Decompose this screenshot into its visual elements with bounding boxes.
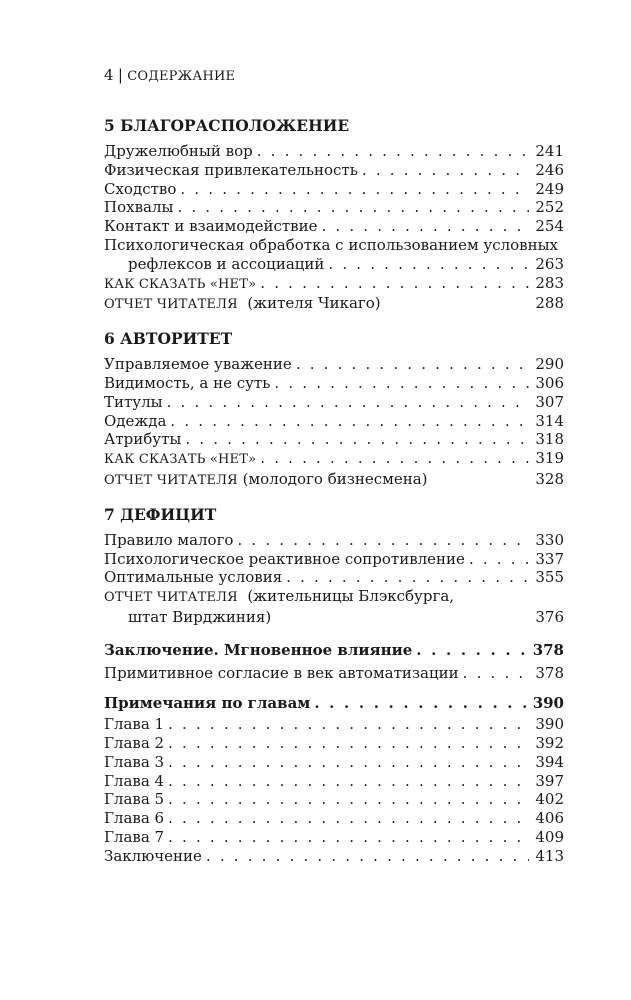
entry-title: Сходство — [104, 179, 177, 198]
page-number: 4 — [104, 66, 114, 84]
toc-entry[interactable] — [104, 294, 564, 315]
toc-entry[interactable] — [104, 828, 564, 847]
leader-dots — [257, 142, 530, 161]
toc-entry[interactable] — [104, 449, 564, 470]
chapter-7 — [104, 505, 564, 627]
entry-page: 328 — [535, 469, 564, 488]
entry-page: 306 — [535, 373, 564, 392]
section-page: 378 — [532, 640, 564, 659]
toc-entry[interactable] — [104, 198, 564, 217]
leader-dots — [177, 198, 529, 217]
running-head-title: СОДЕРЖАНИЕ — [127, 69, 236, 84]
entry-title: Видимость, а не суть — [104, 373, 271, 392]
toc-entry[interactable] — [104, 664, 564, 683]
toc-entry-multiline[interactable] — [104, 236, 564, 274]
entry-page: 413 — [535, 846, 564, 865]
entry-page: 288 — [535, 294, 564, 313]
entry-title: Физическая привлекательность — [104, 160, 358, 179]
leader-dots — [168, 753, 529, 772]
notes-section — [104, 694, 564, 865]
entry-title-caps: ОТЧЕТ ЧИТАТЕЛЯ — [104, 297, 238, 313]
entry-title-rest: (жителя Чикаго) — [237, 294, 381, 313]
toc-entry[interactable] — [104, 809, 564, 828]
entry-title: Правило малого — [104, 530, 234, 549]
toc-entry[interactable] — [104, 568, 564, 587]
toc-entry[interactable] — [104, 430, 564, 449]
toc-entry[interactable] — [104, 847, 564, 866]
entry-page: 378 — [535, 663, 564, 682]
toc-entry[interactable] — [104, 531, 564, 550]
toc-entry[interactable] — [104, 734, 564, 753]
entry-page: 406 — [535, 809, 564, 828]
leader-dots — [321, 217, 529, 236]
leader-dots — [260, 274, 529, 293]
leader-dots — [237, 531, 529, 550]
entry-title-line1: Психологическая обработка с использованием условных — [104, 235, 559, 254]
leader-dots — [286, 568, 529, 587]
entry-page: 254 — [535, 217, 564, 236]
entry-title-line2: рефлексов и ассоциаций — [128, 254, 325, 273]
running-head-separator: | — [117, 66, 124, 84]
entry-title-caps: ОТЧЕТ ЧИТАТЕЛЯ — [104, 590, 238, 606]
toc-entry[interactable] — [104, 393, 564, 412]
entry-title-caps: ОТЧЕТ ЧИТАТЕЛЯ — [104, 472, 238, 488]
leader-dots — [185, 430, 529, 449]
entry-page: 290 — [535, 355, 564, 374]
entry-title: Оптимальные условия — [104, 568, 283, 587]
entry-page: 318 — [535, 430, 564, 449]
entry-page: 307 — [535, 392, 564, 411]
toc-entry[interactable] — [104, 790, 564, 809]
entry-page: 355 — [535, 568, 564, 587]
entry-title: Одежда — [104, 411, 167, 430]
leader-dots — [416, 641, 526, 660]
entry-page: 409 — [535, 827, 564, 846]
leader-dots — [328, 255, 529, 274]
entry-page: 246 — [535, 160, 564, 179]
entry-title: Примитивное согласие в век автоматизации — [104, 663, 459, 682]
leader-dots — [469, 550, 529, 569]
entry-title: КАК СКАЗАТЬ «НЕТ» — [104, 452, 257, 468]
leader-dots — [463, 664, 530, 683]
toc-entry[interactable] — [104, 161, 564, 180]
entry-title-line2: штат Вирджиния) — [128, 607, 272, 626]
leader-dots — [180, 180, 529, 199]
entry-title: Контакт и взаимодействие — [104, 217, 318, 236]
chapter-5 — [104, 116, 564, 315]
section-page: 390 — [532, 694, 564, 713]
entry-page: 241 — [535, 142, 564, 160]
entry-title: Глава 5 — [104, 790, 165, 809]
chapter-heading: 5 БЛАГОРАСПОЛОЖЕНИЕ — [104, 116, 350, 135]
toc-page — [104, 66, 564, 878]
entry-title-rest: (молодого бизнесмена) — [237, 469, 428, 488]
entry-title: Управляемое уважение — [104, 355, 292, 374]
toc-entry[interactable] — [104, 753, 564, 772]
entry-title: КАК СКАЗАТЬ «НЕТ» — [104, 276, 257, 292]
toc-entry[interactable] — [104, 355, 564, 374]
entry-page: 402 — [535, 790, 564, 809]
leader-dots — [168, 790, 529, 809]
leader-dots — [274, 374, 529, 393]
entry-title: Атрибуты — [104, 430, 182, 449]
entry-page: 392 — [535, 733, 564, 752]
toc-entry[interactable] — [104, 772, 564, 791]
toc-entry[interactable] — [104, 142, 564, 161]
entry-title: Глава 1 — [104, 715, 165, 734]
entry-page: 337 — [535, 549, 564, 568]
entry-title: Глава 4 — [104, 771, 165, 790]
toc-entry[interactable] — [104, 180, 564, 199]
entry-page: 263 — [535, 254, 564, 273]
entry-page: 330 — [535, 530, 564, 549]
entry-title: Психологическое реактивное сопротивление — [104, 549, 465, 568]
entry-page: 283 — [535, 273, 564, 292]
toc-entry[interactable] — [104, 470, 564, 491]
chapter-heading: 6 АВТОРИТЕТ — [104, 329, 233, 349]
entry-page: 390 — [535, 715, 564, 734]
toc-entry[interactable] — [104, 550, 564, 569]
entry-page: 376 — [535, 607, 564, 626]
entry-title: Заключение — [104, 846, 202, 865]
toc-entry-multiline[interactable] — [104, 587, 564, 627]
leader-dots — [362, 161, 529, 180]
notes-heading[interactable] — [104, 694, 564, 713]
leader-dots — [314, 694, 526, 713]
toc-entry[interactable] — [104, 412, 564, 431]
entry-page: 252 — [535, 198, 564, 217]
entry-page: 397 — [535, 771, 564, 790]
entry-title-rest: (жительницы Блэксбурга, — [237, 587, 455, 606]
leader-dots — [206, 847, 529, 866]
leader-dots — [170, 412, 529, 431]
section-heading: Примечания по главам — [104, 694, 311, 713]
entry-page: 314 — [535, 411, 564, 430]
entry-title: Похвалы — [104, 198, 174, 217]
toc-entry[interactable] — [104, 374, 564, 393]
entry-title: Глава 6 — [104, 809, 165, 828]
entry-page: 249 — [535, 179, 564, 198]
leader-dots — [168, 809, 529, 828]
toc-entry[interactable] — [104, 274, 564, 295]
entry-title: Глава 3 — [104, 752, 165, 771]
entry-title: Глава 2 — [104, 733, 165, 752]
leader-dots — [260, 449, 529, 468]
entry-title: Титулы — [104, 392, 163, 411]
toc-entry[interactable] — [104, 715, 564, 734]
leader-dots — [168, 734, 529, 753]
leader-dots — [168, 828, 529, 847]
conclusion-heading[interactable] — [104, 641, 564, 660]
entry-title: Дружелюбный вор — [104, 142, 253, 160]
leader-dots — [168, 715, 529, 734]
leader-dots — [167, 393, 530, 412]
chapter-6 — [104, 329, 564, 491]
toc-entry[interactable] — [104, 217, 564, 236]
leader-dots — [168, 772, 529, 791]
entry-page: 394 — [535, 752, 564, 771]
conclusion-section — [104, 641, 564, 683]
leader-dots — [296, 355, 530, 374]
running-head — [104, 66, 564, 86]
section-heading: Заключение. Мгновенное влияние — [104, 640, 413, 659]
chapter-heading: 7 ДЕФИЦИТ — [104, 504, 217, 524]
entry-title: Глава 7 — [104, 827, 165, 846]
entry-page: 319 — [535, 449, 564, 468]
